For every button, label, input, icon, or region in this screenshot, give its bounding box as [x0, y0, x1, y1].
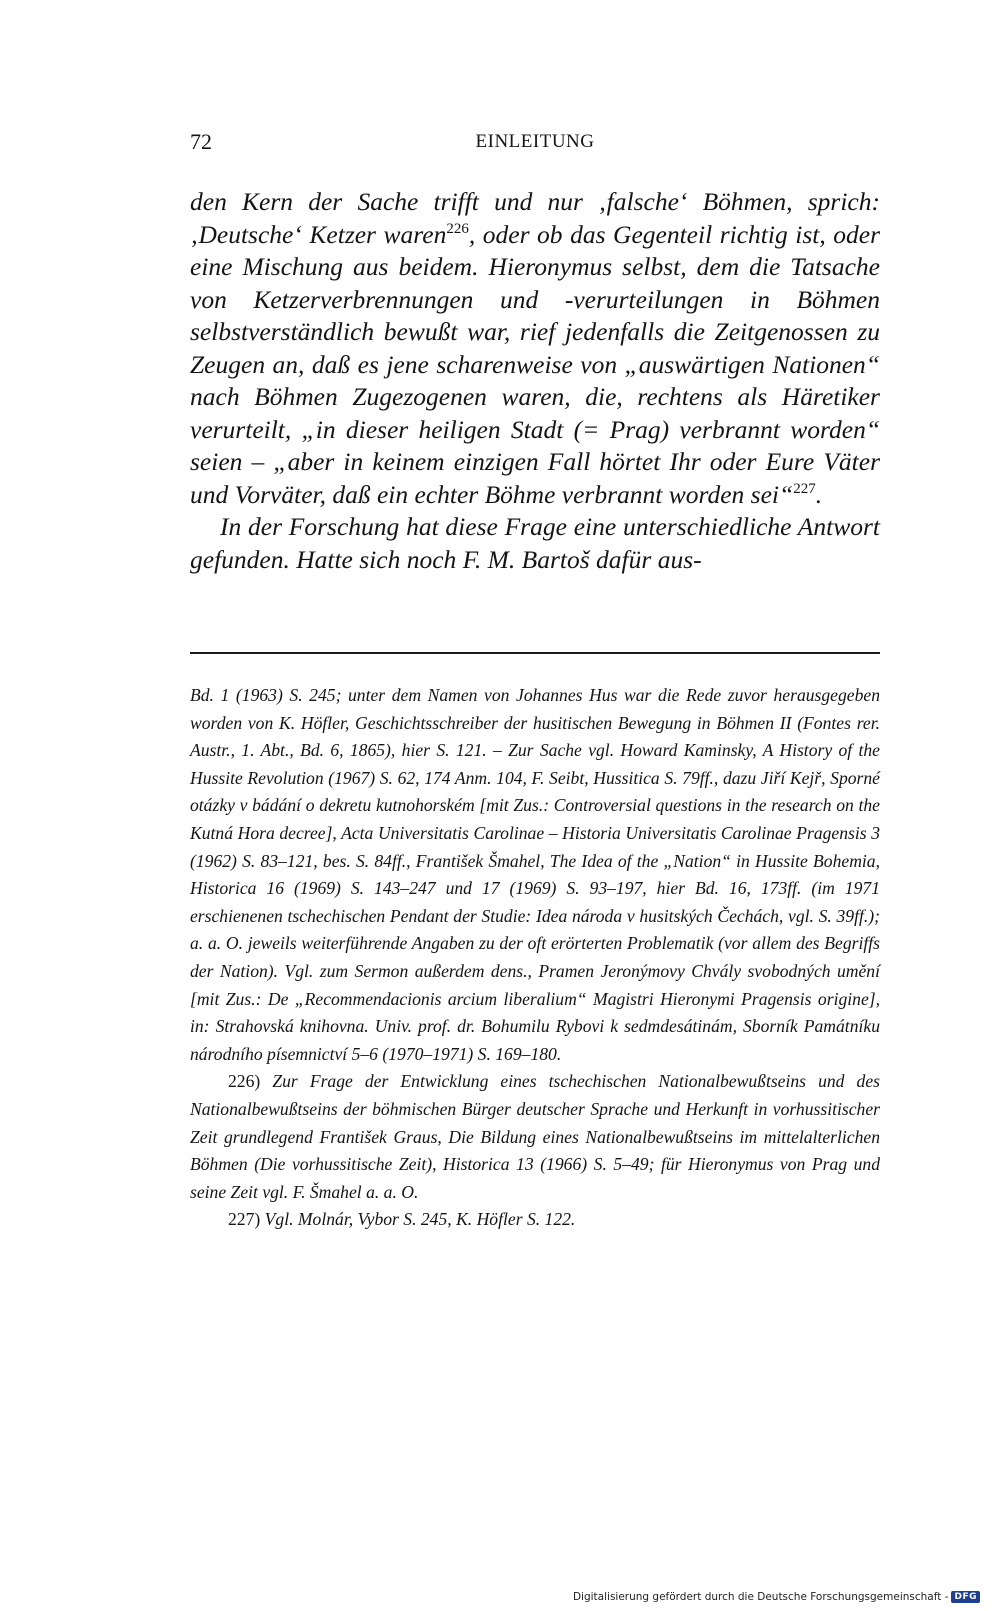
footnotes — [190, 682, 880, 1234]
page-header — [190, 128, 880, 158]
footnote-ref-226[interactable]: 226 — [446, 220, 469, 237]
footnote-227-text: Vgl. Molnár, Vybor S. 245, K. Höfler S. 122. — [264, 1209, 576, 1230]
paragraph-1-end: . — [815, 479, 823, 509]
paragraph-1 — [190, 186, 880, 511]
footnote-225-continuation: Bd. 1 (1963) S. 245; unter dem Namen von Johannes Hus war die Rede zuvor herausgegeben worden von K. Höfler, Geschichtsschreiber der husitischen Bewegung in Böhmen II (Fontes rer. Austr., 1. Abt., Bd. 6, 1865), hier S. 121. – Zur Sache vgl. Howard Kaminsky, A History of the Hussite Revolution (1967) S. 62, 174 Anm. 104, F. Seibt, Hussitica S. 79ff., dazu Jiří Kejř, Sporné otázky v bádání o dekretu kutnohorském [mit Zus.: Controversial questions in the research on the Kutná Hora decree], Acta Universitatis Carolinae – Historia Universitatis Carolinae Pragensis 3 (1962) S. 83–121, bes. S. 84ff., František Šmahel, The Idea of the „Nation“ in Hussite Bohemia, Historica 16 (1969) S. 143–247 und 17 (1969) S. 93–197, hier Bd. 16, 173ff. (im 1971 erschienenen tschechischen Pendant der Studie: Idea národa v husitských Čechách, vgl. S. 39ff.); a. a. O. jeweils weiterführende Angaben zu der oft erörterten Problematik (vor allem des Begriffs der Nation). Vgl. zum Sermon außerdem dens., Pramen Jeronýmovy Chvály svobodných umění [mit Zus.: De „Recommendacionis arcium liberalium“ Magistri Hieronymi Pragensis origine], in: Strahovská knihovna. Univ. prof. dr. Bohumilu Rybovi k sedmdesátinám, Sborník Památníku národního písemnictví 5–6 (1970–1971) S. 169–180. — [190, 685, 880, 1064]
paragraph-2: In der Forschung hat diese Frage eine unterschiedliche Antwort gefunden. Hatte sich noch F. M. Bartoš dafür aus- — [190, 512, 880, 574]
footnote-226-number: 226) — [228, 1071, 261, 1092]
digitization-credit — [573, 1591, 980, 1603]
dfg-logo: DFG — [951, 1591, 980, 1603]
running-head: EINLEITUNG — [475, 131, 595, 152]
credit-text: Digitalisierung gefördert durch die Deutsche Forschungsgemeinschaft - — [572, 1591, 949, 1603]
footnote-226-text: Zur Frage der Entwicklung eines tschechischen Nationalbewußtseins und des Nationalbewußtseins der böhmischen Bürger deutscher Sprache und Herkunft in vorhussitischer Zeit grundlegend František Graus, Die Bildung eines Nationalbewußtseins im mittelalterlichen Böhmen (Die vorhussitische Zeit), Historica 13 (1966) S. 5–49; für Hieronymus von Prag und seine Zeit vgl. F. Šmahel a. a. O. — [190, 1071, 880, 1202]
paragraph-1-text: den Kern der Sache trifft und nur ‚falsche‘ Böhmen, sprich: ‚Deutsche‘ Ketzer waren — [190, 187, 880, 249]
footnote-226 — [190, 1068, 880, 1206]
paragraph-1-continuation: , oder ob das Gegenteil richtig ist, oder eine Mischung aus beidem. Hieronymus selbst, dem die Tatsache von Ketzerverbrennungen und -verurteilungen in Böhmen selbstverständlich bewußt war, rief jedenfalls die Zeitgenossen zu Zeugen an, daß es jene scharenweise von „auswärtigen Nationen“ nach Böhmen Zugezogenen waren, die, rechtens als Häretiker verurteilt, „in dieser heiligen Stadt (= Prag) verbrannt worden“ seien – „aber in keinem einzigen Fall hörtet Ihr oder Eure Väter und Vorväter, daß ein echter Böhme verbrannt worden sei“ — [190, 219, 880, 509]
footnote-227-number: 227) — [228, 1209, 261, 1230]
main-text — [190, 186, 880, 576]
footnote-divider — [190, 652, 880, 654]
footnote-ref-227[interactable]: 227 — [793, 480, 816, 497]
page-number: 72 — [190, 129, 212, 154]
footnote-227 — [190, 1206, 880, 1234]
